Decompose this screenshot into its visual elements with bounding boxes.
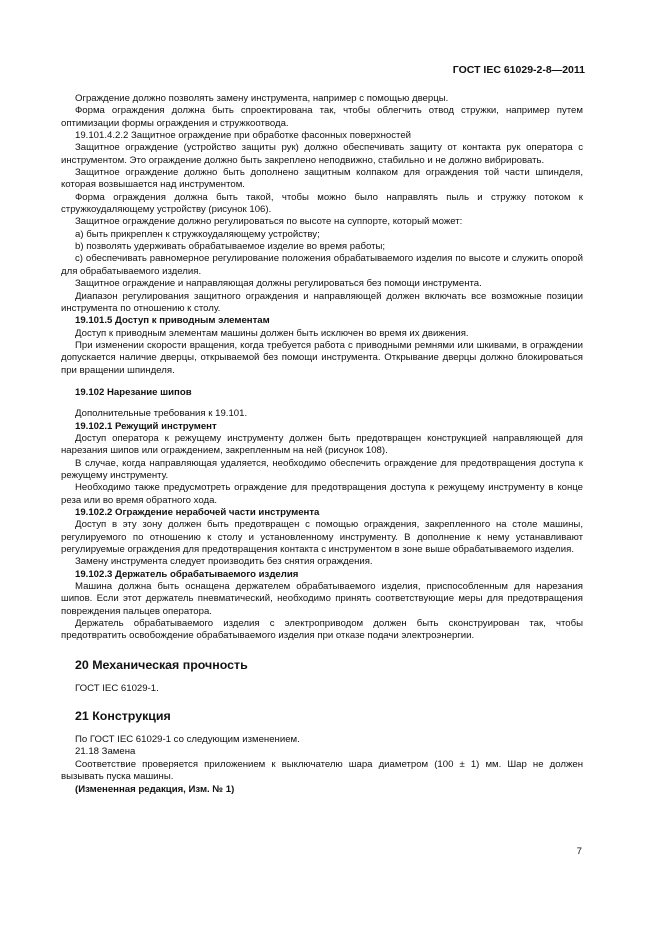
paragraph: Держатель обрабатываемого изделия с электроприводом должен быть сконструирован так, чтобы предотвратить освобождение обрабатываемого изделия при отказе подачи электроэнергии. bbox=[61, 618, 583, 642]
paragraph: ГОСТ IEC 61029-1. bbox=[75, 682, 159, 694]
clause-title: 21.18 Замена bbox=[75, 746, 136, 758]
paragraph: Форма ограждения должна быть спроектирована так, чтобы облегчить отвод стружки, например путем оптимизации формы ограждения и стружкоотвода. bbox=[61, 105, 583, 129]
paragraph: Доступ к приводным элементам машины должен быть исключен во время их движения. bbox=[75, 327, 469, 339]
clause-title: 19.102.1 Режущий инструмент bbox=[75, 420, 217, 432]
list-item: с) обеспечивать равномерное регулирование положения обрабатываемого изделия по высоте и служить опорой для обрабатываемого изделия. bbox=[61, 253, 583, 277]
paragraph: По ГОСТ IEC 61029-1 со следующим изменением. bbox=[75, 734, 300, 746]
paragraph: Дополнительные требования к 19.101. bbox=[75, 408, 248, 420]
paragraph: Замену инструмента следует производить без снятия ограждения. bbox=[75, 556, 373, 568]
clause-title: 19.101.4.2.2 Защитное ограждение при обработке фасонных поверхностей bbox=[75, 130, 412, 142]
page-body bbox=[61, 93, 583, 796]
paragraph: Диапазон регулирования защитного ограждения и направляющей должен включать все возможные позиции инструмента по отношению к столу. bbox=[61, 290, 583, 314]
clause-title: 19.102.3 Держатель обрабатываемого изделия bbox=[75, 568, 299, 580]
paragraph: Защитное ограждение (устройство защиты рук) должно обеспечивать защиту от контакта рук оператора с инструментом. Это ограждение должно быть закреплено неподвижно, стабильно и не должно вибрировать. bbox=[61, 142, 583, 166]
list-item: b) позволять удерживать обрабатываемое изделие во время работы; bbox=[75, 241, 386, 253]
paragraph: Доступ в эту зону должен быть предотвращен с помощью ограждения, закрепленного на столе машины, регулируемого по отношению к столу и установленному инструменту. В дополнение к нему устанавливают регулируемые ограждения для предотвращения контакта с инструментом в зоне выше обрабатываемого изделия. bbox=[61, 519, 583, 556]
page-number: 7 bbox=[576, 846, 582, 857]
paragraph: В случае, когда направляющая удаляется, необходимо обеспечить ограждение для предотвращения доступа к режущему инструменту. bbox=[61, 457, 583, 481]
paragraph: Защитное ограждение должно регулироваться по высоте на суппорте, который может: bbox=[75, 216, 463, 228]
paragraph: При изменении скорости вращения, когда требуется работа с приводными ремнями или шкивами, в ограждении допускается наличие дверцы, открываемой без помощи инструмента. Открывание дверцы должно блокироваться при вращении шпинделя. bbox=[61, 339, 583, 376]
paragraph: Ограждение должно позволять замену инструмента, например с помощью дверцы. bbox=[75, 93, 449, 104]
paragraph: Защитное ограждение должно быть дополнено защитным колпаком для ограждения той части шпинделя, которая возвышается над инструментом. bbox=[61, 167, 583, 191]
clause-title: 19.102.2 Ограждение нерабочей части инструмента bbox=[75, 507, 320, 518]
paragraph: Машина должна быть оснащена держателем обрабатываемого изделия, приспособленным для нарезания шипов. Если этот держатель пневматический, необходимо принять соответствующие меры для предотвращения повреждения пальцев оператора. bbox=[61, 581, 583, 617]
clause-title: 19.101.5 Доступ к приводным элементам bbox=[75, 315, 270, 327]
amendment-note: (Измененная редакция, Изм. № 1) bbox=[75, 783, 235, 795]
paragraph: Соответствие проверяется приложением к выключателю шара диаметром (100 ± 1) мм. Шар не должен вызывать пуска машины. bbox=[61, 758, 583, 783]
list-item: а) быть прикреплен к стружкоудаляющему устройству; bbox=[75, 228, 320, 240]
paragraph: Форма ограждения должна быть такой, чтобы можно было направлять пыль и стружку потоком к стружкоудаляющему устройству (рисунок 106). bbox=[61, 191, 583, 216]
paragraph: Необходимо также предусмотреть ограждение для предотвращения доступа к режущему инструменту в конце реза или во время обратного хода. bbox=[61, 482, 583, 506]
document-code-header: ГОСТ IEC 61029-2-8—2011 bbox=[452, 64, 585, 76]
section-heading-21: 21 Конструкция bbox=[75, 709, 171, 724]
paragraph: Доступ оператора к режущему инструменту должен быть предотвращен конструкцией направляющей для нарезания шипов или ограждением, закрепленным на ней (рисунок 108). bbox=[61, 432, 583, 457]
paragraph: Защитное ограждение и направляющая должны регулироваться без помощи инструмента. bbox=[75, 278, 482, 290]
clause-title: 19.102 Нарезание шипов bbox=[75, 386, 192, 398]
section-heading-20: 20 Механическая прочность bbox=[75, 657, 248, 672]
